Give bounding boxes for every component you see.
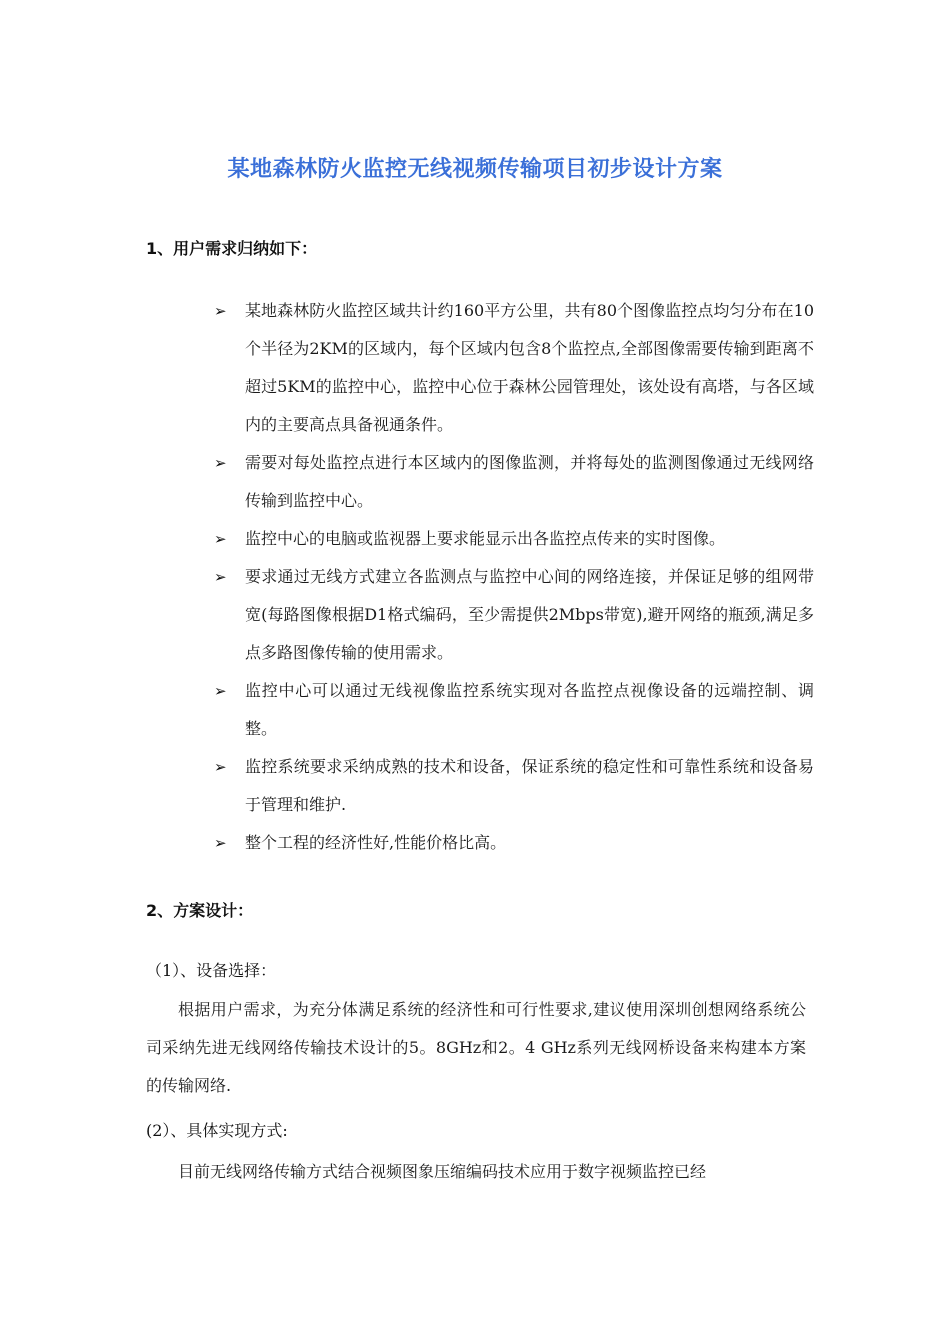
list-item-text: 某地森林防火监控区域共计约160平方公里，共有80个图像监控点均匀分布在10个半径为2KM的区域内，每个区域内包含8个监控点,全部图像需要传输到距离不超过5KM的监控中心，监控中心位于森林公园管理处，该处设有高塔，与各区域内的主要高点具备视通条件。 [245, 301, 814, 434]
arrow-bullet-icon: ➢ [214, 682, 227, 700]
arrow-bullet-icon: ➢ [214, 758, 227, 776]
section-2-heading: 2、方案设计： [146, 901, 254, 920]
subsection-1-paragraph: 根据用户需求，为充分体满足系统的经济性和可行性要求,建议使用深圳创想网络系统公司采纳先进无线网络传输技术设计的5。8GHz和2。4 GHz系列无线网桥设备来构建本方案的传输网络. [146, 1000, 806, 1095]
list-item [214, 824, 814, 862]
subsection-1-heading: （1）、设备选择： [146, 961, 277, 980]
document-title: 某地森林防火监控无线视频传输项目初步设计方案 [227, 157, 723, 182]
list-item-text: 要求通过无线方式建立各监测点与监控中心间的网络连接，并保证足够的组网带宽(每路图像根据D1格式编码，至少需提供2Mbps带宽),避开网络的瓶颈,满足多点多路图像传输的使用需求。 [245, 567, 814, 662]
subsection-2-paragraph: 目前无线网络传输方式结合视频图象压缩编码技术应用于数字视频监控已经 [178, 1162, 707, 1181]
subsection-2-heading: (2）、具体实现方式: [146, 1121, 288, 1140]
arrow-bullet-icon: ➢ [214, 302, 227, 320]
list-item [214, 292, 814, 444]
list-item [214, 520, 814, 558]
list-item-text: 监控系统要求采纳成熟的技术和设备，保证系统的稳定性和可靠性系统和设备易于管理和维护. [245, 757, 814, 814]
list-item-text: 需要对每处监控点进行本区域内的图像监测，并将每处的监测图像通过无线网络传输到监控中心。 [245, 453, 814, 510]
section-1-heading: 1、用户需求归纳如下： [146, 239, 318, 258]
list-item-text: 监控中心的电脑或监视器上要求能显示出各监控点传来的实时图像。 [245, 529, 726, 548]
list-item [214, 672, 814, 748]
arrow-bullet-icon: ➢ [214, 834, 227, 852]
list-item [214, 444, 814, 520]
list-item-text: 整个工程的经济性好,性能价格比高。 [245, 833, 507, 852]
list-item [214, 748, 814, 824]
list-item [214, 558, 814, 672]
arrow-bullet-icon: ➢ [214, 454, 227, 472]
arrow-bullet-icon: ➢ [214, 530, 227, 548]
list-item-text: 监控中心可以通过无线视像监控系统实现对各监控点视像设备的远端控制、调整。 [245, 681, 814, 738]
arrow-bullet-icon: ➢ [214, 568, 227, 586]
requirements-list [214, 292, 814, 862]
